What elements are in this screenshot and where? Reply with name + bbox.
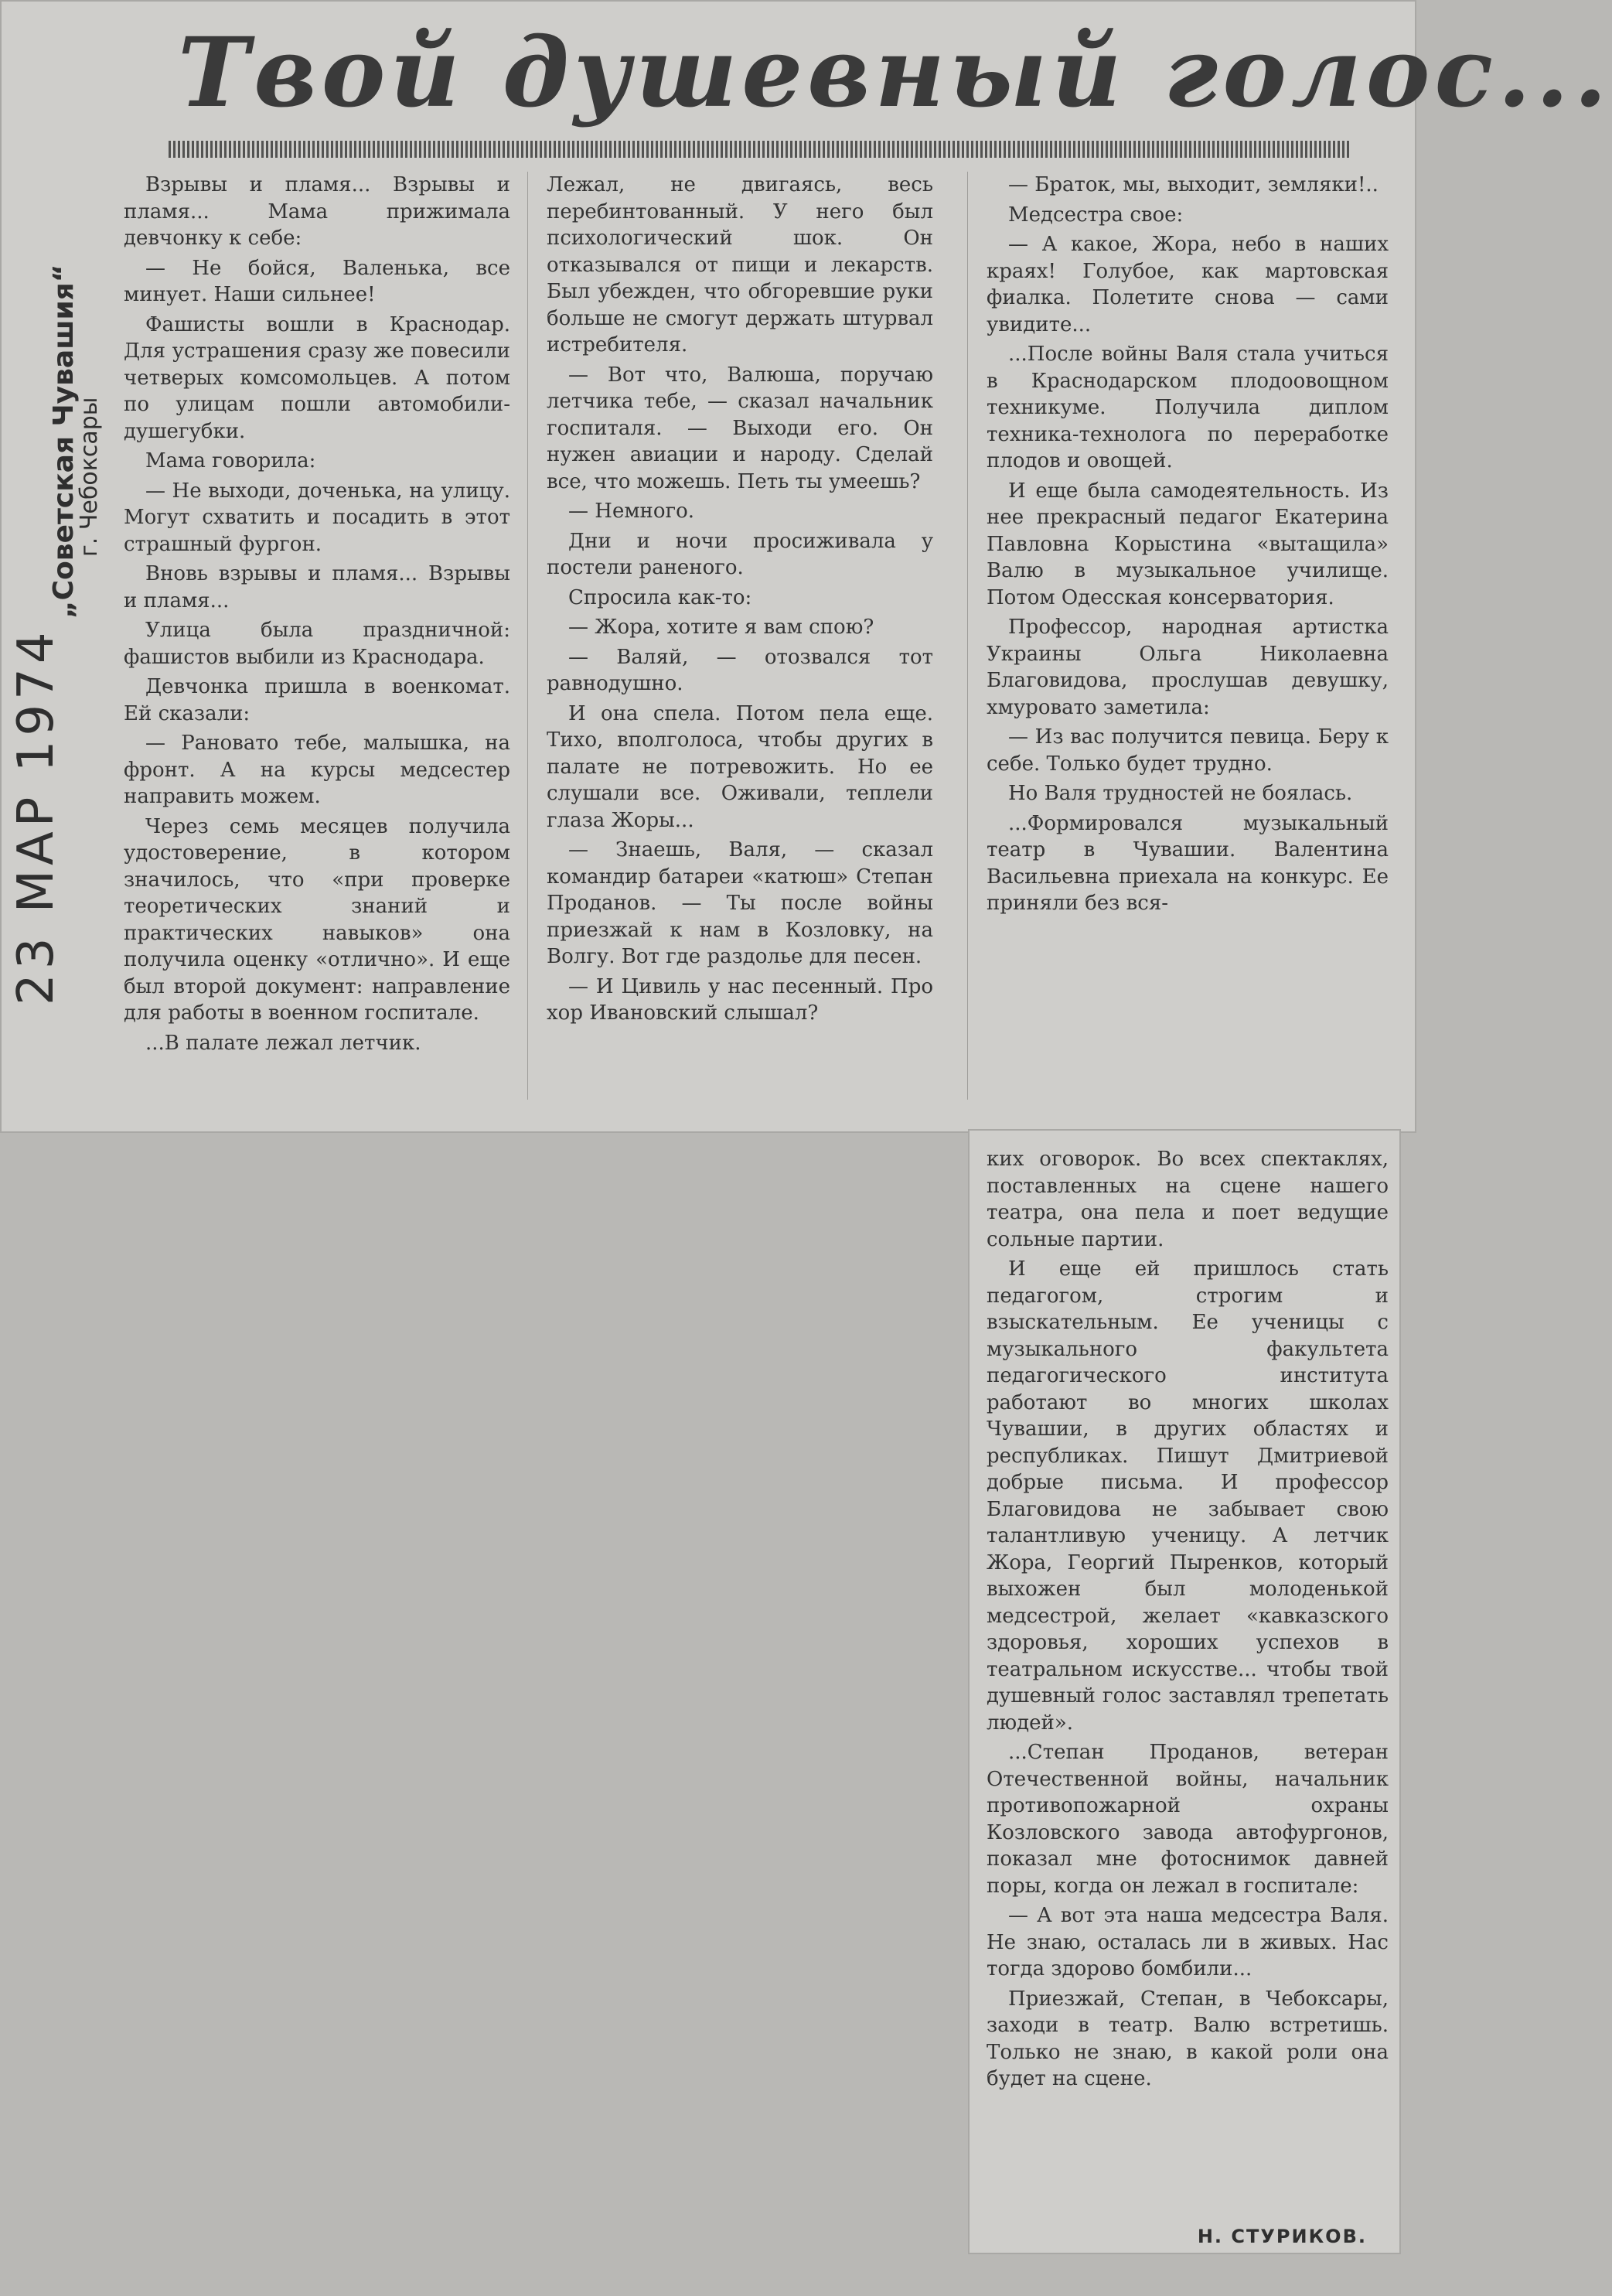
column-divider bbox=[527, 172, 528, 1100]
paragraph: ...Степан Проданов, ветеран Отечественной войны, начальник противопожарной охраны Козловского завода автофургонов, показал мне фотоснимок давней поры, когда он лежал в госпитале: bbox=[987, 1741, 1389, 1898]
paragraph: — Не бойся, Валенька, все минует. Наши сильнее! bbox=[124, 256, 510, 306]
paragraph: ...После войны Валя стала учиться в Краснодарском плодоовощном техникуме. Получила диплом техника-технолога по переработке плодов и овощей. bbox=[987, 343, 1389, 473]
paragraph: Через семь месяцев получила удостоверение, в котором значилось, что «при проверке теоретических знаний и практических навыков» она получила оценку «отлично». И еще был второй документ: направление для работы в военном госпитале. bbox=[124, 814, 510, 1025]
paragraph: Улица была праздничной: фашистов выбили из Краснодара. bbox=[124, 619, 510, 669]
paragraph: — Браток, мы, выходит, земляки!.. bbox=[1008, 173, 1379, 196]
article-column-3 bbox=[987, 172, 1389, 920]
article-title: Твой душевный голос... bbox=[178, 17, 1612, 129]
paragraph: Приезжай, Степан, в Чебоксары, заходи в театр. Валю встретишь. Только не знаю, в какой роли она будет на сцене. bbox=[987, 1987, 1389, 2090]
paragraph: — Знаешь, Валя, — сказал командир батареи «катюш» Степан Проданов. — Ты после войны приезжай к нам в Козловку, на Волгу. Вот где раздолье для песен. bbox=[547, 838, 933, 968]
paragraph: — Вот что, Валюша, поручаю летчика тебе, — сказал начальник госпиталя. — Выходи его. Он нужен авиации и народу. Сделай все, что можешь. Петь ты умеешь? bbox=[547, 363, 933, 493]
paragraph: Фашисты вошли в Краснодар. Для устрашения сразу же повесили четверых комсомольцев. А потом по улицам пошли автомобили-душегубки. bbox=[124, 312, 510, 443]
column-divider bbox=[967, 172, 968, 1100]
paragraph: ...В палате лежал летчик. bbox=[145, 1031, 421, 1055]
paragraph: Дни и ночи просиживала у постели раненого. bbox=[547, 529, 933, 579]
paragraph: — А вот эта наша медсестра Валя. Не знаю, осталась ли в живых. Нас тогда здорово бомбили... bbox=[987, 1904, 1389, 1980]
paragraph: Профессор, народная артистка Украины Ольга Николаевна Благовидова, прослушав девушку, хмуровато заметила: bbox=[987, 616, 1389, 719]
archive-stamp bbox=[8, 232, 103, 1005]
author-signature: Н. СТУРИКОВ. bbox=[1197, 2226, 1367, 2247]
stamp-newspaper: „Советская Чувашия“ bbox=[48, 264, 80, 619]
paragraph: — Не выходи, доченька, на улицу. Могут схватить и посадить в этот страшный фургон. bbox=[124, 479, 510, 556]
title-underline-rule bbox=[169, 141, 1351, 158]
paragraph: — А какое, Жора, небо в наших краях! Голубое, как мартовская фиалка. Полетите снова — сами увидите... bbox=[987, 233, 1389, 336]
paragraph: И она спела. Потом пела еще. Тихо, вполголоса, чтобы других в палате не потревожить. Но ее слушали все. Оживали, теплели глаза Жоры... bbox=[547, 701, 933, 832]
paragraph: Но Валя трудностей не боялась. bbox=[1008, 782, 1353, 805]
paragraph: — Рановато тебе, малышка, на фронт. А на курсы медсестер направить можем. bbox=[124, 732, 510, 808]
paragraph: — Валяй, — отозвался тот равнодушно. bbox=[547, 645, 933, 695]
paragraph: — Жора, хотите я вам спою? bbox=[568, 616, 874, 639]
paragraph: ...Формировался музыкальный театр в Чувашии. Валентина Васильевна приехала на конкурс. Ее приняли без вся- bbox=[987, 811, 1389, 915]
paragraph: Взрывы и пламя... Взрывы и пламя... Мама прижимала девчонку к себе: bbox=[124, 173, 510, 250]
paragraph: Мама говорила: bbox=[145, 449, 316, 473]
paragraph: Лежал, не двигаясь, весь перебинтованный. У него был психологический шок. Он отказывался от пищи и лекарств. Был убежден, что обгоревшие руки больше не смогут держать штурвал истребителя. bbox=[547, 173, 933, 357]
paragraph: Вновь взрывы и пламя... Взрывы и пламя... bbox=[124, 562, 510, 612]
paragraph: И еще ей пришлось стать педагогом, строгим и взыскательным. Ее ученицы с музыкального факультета педагогического института работают во многих школах Чувашии, в других областях и республиках. Пишут Дмитриевой добрые письма. И профессор Благовидова не забывает свою талантливую ученицу. А летчик Жора, Георгий Пыренков, который выхожен был молоденькой медсестрой, желает «кавказского здоровья, хороших успехов в театральном искусстве... чтобы твой душевный голос заставлял трепетать людей». bbox=[987, 1257, 1389, 1735]
stamp-date: 23 МАР 1974 bbox=[8, 627, 65, 1005]
paragraph: — Немного. bbox=[568, 500, 695, 523]
paragraph: Девчонка пришла в военкомат. Ей сказали: bbox=[124, 675, 510, 725]
paragraph: Спросила как-то: bbox=[568, 585, 752, 609]
paragraph: — И Цивиль у нас песенный. Про хор Ивановский слышал? bbox=[547, 974, 933, 1025]
paragraph: — Из вас получится певица. Беру к себе. Только будет трудно. bbox=[987, 725, 1389, 776]
paragraph: ких оговорок. Во всех спектаклях, поставленных на сцене нашего театра, она пела и поет ведущие сольные партии. bbox=[987, 1148, 1389, 1251]
article-column-4 bbox=[987, 1146, 1389, 2096]
article-column-2 bbox=[547, 172, 933, 1030]
stamp-city: г. Чебоксары bbox=[76, 397, 103, 557]
article-column-1 bbox=[124, 172, 510, 1059]
paragraph: Медсестра свое: bbox=[1008, 203, 1184, 227]
paragraph: И еще была самодеятельность. Из нее прекрасный педагог Екатерина Павловна Корыстина «вытащила» Валю в музыкальное училище. Потом Одесская консерватория. bbox=[987, 479, 1389, 609]
